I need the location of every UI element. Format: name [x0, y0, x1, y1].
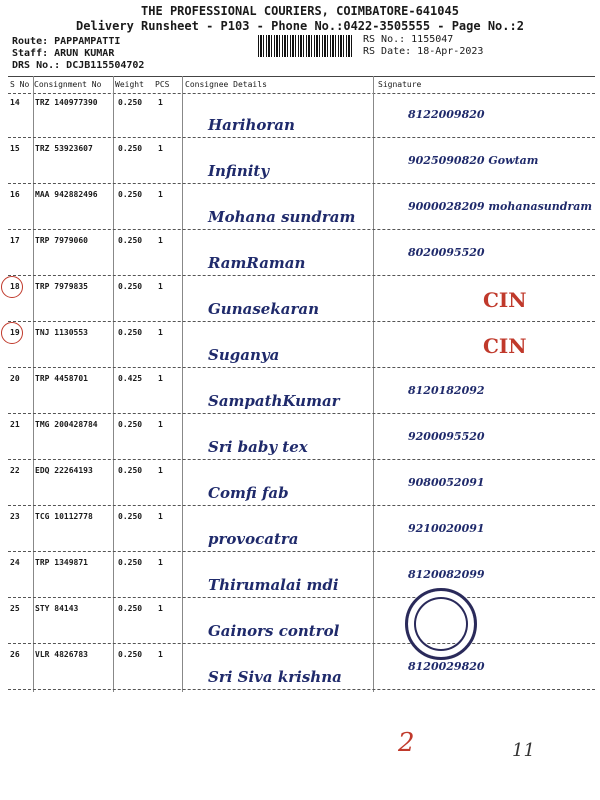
ring-circle-18	[1, 276, 23, 298]
rs-no-label: RS No.: 1155047	[363, 34, 454, 45]
cell-consignment-no: EDQ 22264193	[35, 466, 93, 475]
cell-consignee: RamRaman	[208, 254, 306, 272]
cell-consignee: Harihoran	[208, 116, 295, 134]
col-consignment: Consignment No	[34, 80, 102, 89]
cell-pcs: 1	[158, 558, 163, 567]
table-row	[8, 276, 595, 322]
cell-consignee: Infinity	[208, 162, 270, 180]
ring-circle-19	[1, 322, 23, 344]
cell-sno: 17	[10, 236, 20, 245]
cell-consignment-no: TNJ 1130553	[35, 328, 88, 337]
cell-consignment-no: TRP 7979060	[35, 236, 88, 245]
cell-pcs: 1	[158, 374, 163, 383]
cell-consignee: Gunasekaran	[208, 300, 319, 318]
cell-sno: 18	[10, 282, 20, 291]
cell-sno: 20	[10, 374, 20, 383]
table-row	[8, 230, 595, 276]
table-row	[8, 506, 595, 552]
cell-pcs: 1	[158, 190, 163, 199]
cell-weight: 0.425	[118, 374, 143, 383]
cell-consignee: Thirumalai mdi	[208, 576, 339, 594]
footer-mark-left: 2	[398, 728, 415, 758]
barcode	[258, 35, 354, 57]
cell-pcs: 1	[158, 420, 163, 429]
cell-sno: 16	[10, 190, 20, 199]
cell-sno: 19	[10, 328, 20, 337]
cell-sno: 24	[10, 558, 20, 567]
cell-weight: 0.250	[118, 282, 143, 291]
cell-sno: 15	[10, 144, 20, 153]
cell-signature: 9025090820 Gowtam	[408, 154, 539, 167]
cell-consignment-no: TRZ 53923607	[35, 144, 93, 153]
cell-sno: 26	[10, 650, 20, 659]
table-row	[8, 184, 595, 230]
cell-sno: 21	[10, 420, 20, 429]
cell-pcs: 1	[158, 282, 163, 291]
cell-pcs: 1	[158, 512, 163, 521]
cell-weight: 0.250	[118, 420, 143, 429]
cell-consignee: Mohana sundram	[208, 208, 356, 226]
cell-consignment-no: TRP 1349871	[35, 558, 88, 567]
col-pcs: PCS	[155, 80, 170, 89]
cell-consignee: provocatra	[208, 530, 299, 548]
cell-consignee: Suganya	[208, 346, 280, 364]
cell-consignee: SampathKumar	[208, 392, 340, 410]
cell-pcs: 1	[158, 144, 163, 153]
table-row	[8, 92, 595, 138]
table-row	[8, 552, 595, 598]
table-row	[8, 644, 595, 690]
cell-weight: 0.250	[118, 98, 143, 107]
cell-consignee: Sri Siva krishna	[208, 668, 342, 686]
cell-consignment-no: VLR 4826783	[35, 650, 88, 659]
cell-weight: 0.250	[118, 236, 143, 245]
cell-consignment-no: MAA 942882496	[35, 190, 98, 199]
stamp	[405, 588, 477, 660]
rs-date-label: RS Date: 18-Apr-2023	[363, 46, 484, 57]
page-subtitle: Delivery Runsheet - P103 - Phone No.:0422-3505555 - Page No.:2	[76, 19, 524, 33]
cell-signature: 9080052091	[408, 476, 485, 489]
cell-weight: 0.250	[118, 558, 143, 567]
table-row	[8, 414, 595, 460]
col-signature: Signature	[378, 80, 422, 89]
cell-signature: 9210020091	[408, 522, 485, 535]
cell-signature: 9200095520	[408, 430, 485, 443]
cell-weight: 0.250	[118, 604, 143, 613]
staff-label: Staff: ARUN KUMAR	[12, 48, 115, 59]
cell-consignee: Comfi fab	[208, 484, 289, 502]
cell-sno: 22	[10, 466, 20, 475]
page-title: THE PROFESSIONAL COURIERS, COIMBATORE-641045	[141, 4, 459, 18]
cell-signature: 8020095520	[408, 246, 485, 259]
footer-mark-right: 11	[512, 740, 535, 761]
cell-consignment-no: TRZ 140977390	[35, 98, 98, 107]
cell-pcs: 1	[158, 98, 163, 107]
cell-signature: 8120029820	[408, 660, 485, 673]
table-row	[8, 138, 595, 184]
cell-consignment-no: STY 84143	[35, 604, 79, 613]
cell-weight: 0.250	[118, 190, 143, 199]
table-row	[8, 368, 595, 414]
drs-label: DRS No.: DCJB115504702	[12, 60, 145, 71]
cell-consignment-no: TCG 10112778	[35, 512, 93, 521]
route-label: Route: PAPPAMPATTI	[12, 36, 121, 47]
col-weight: Weight	[115, 80, 144, 89]
cell-signature: CIN	[483, 334, 527, 358]
cell-weight: 0.250	[118, 328, 143, 337]
cell-sno: 14	[10, 98, 20, 107]
cell-weight: 0.250	[118, 650, 143, 659]
cell-consignee: Sri baby tex	[208, 438, 308, 456]
table-row	[8, 322, 595, 368]
cell-weight: 0.250	[118, 144, 143, 153]
cell-signature: 8122009820	[408, 108, 485, 121]
cell-pcs: 1	[158, 328, 163, 337]
cell-pcs: 1	[158, 466, 163, 475]
cell-sno: 25	[10, 604, 20, 613]
table-row	[8, 460, 595, 506]
cell-sno: 23	[10, 512, 20, 521]
col-consignee: Consignee Details	[185, 80, 267, 89]
cell-signature: 8120182092	[408, 384, 485, 397]
cell-signature: 8120082099	[408, 568, 485, 581]
cell-consignment-no: TRP 4458701	[35, 374, 88, 383]
cell-pcs: 1	[158, 604, 163, 613]
cell-weight: 0.250	[118, 466, 143, 475]
cell-weight: 0.250	[118, 512, 143, 521]
cell-signature: CIN	[483, 288, 527, 312]
cell-pcs: 1	[158, 236, 163, 245]
table-row	[8, 598, 595, 644]
cell-consignee: Gainors control	[208, 622, 340, 640]
cell-pcs: 1	[158, 650, 163, 659]
cell-consignment-no: TRP 7979835	[35, 282, 88, 291]
col-sno: S No	[10, 80, 30, 89]
cell-signature: 9000028209 mohanasundram	[408, 200, 593, 213]
cell-consignment-no: TMG 200428784	[35, 420, 98, 429]
